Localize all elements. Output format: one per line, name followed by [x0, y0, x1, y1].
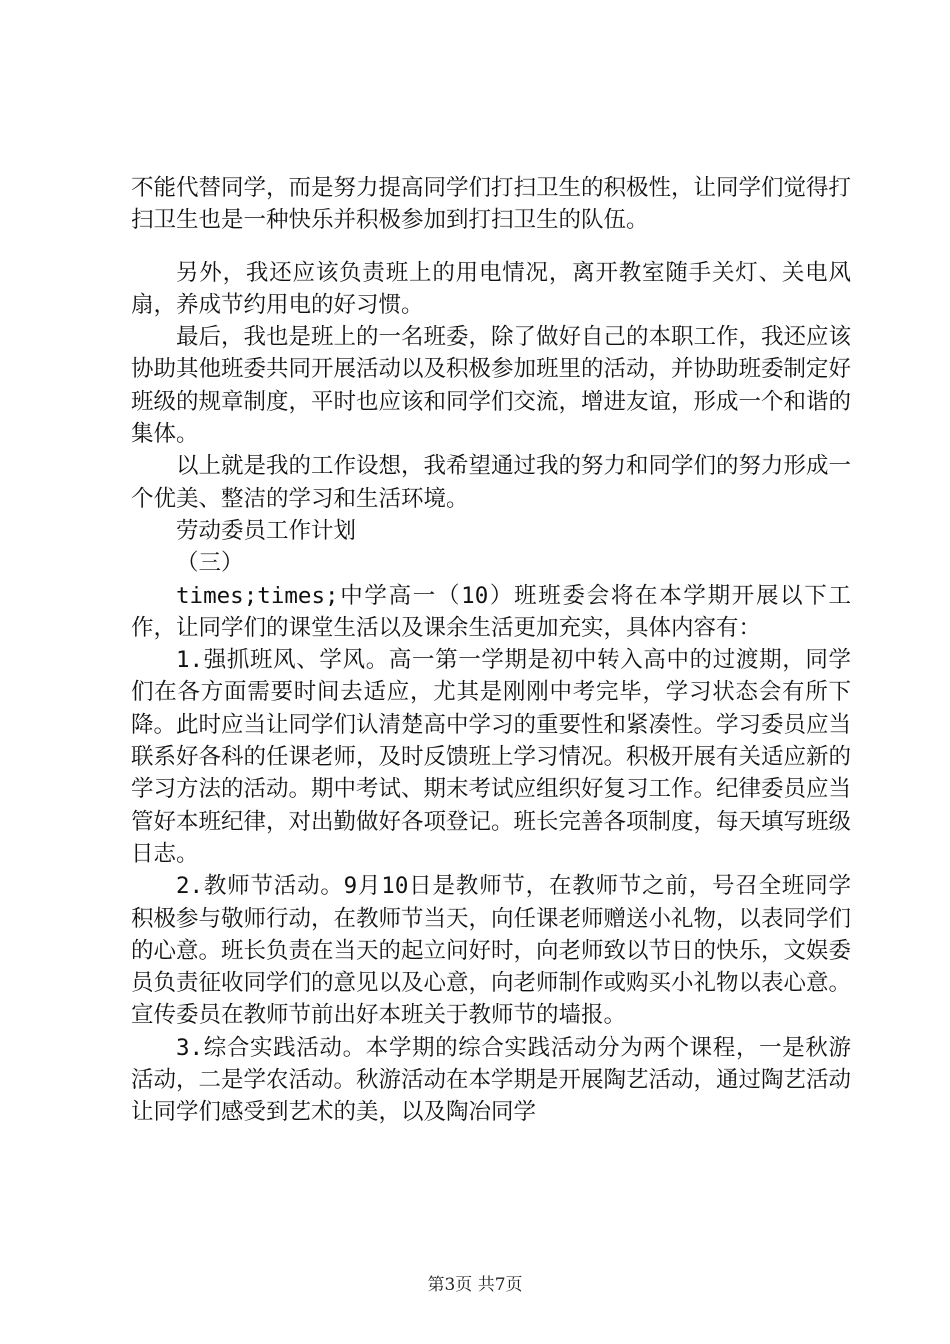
section-number: （三） [176, 550, 244, 577]
paragraph-continued: 不能代替同学，而是努力提高同学们打扫卫生的积极性，让同学们觉得打扫卫生也是一种快乐并积极参加到打扫卫生的队伍。 [131, 175, 852, 234]
list-item-practice-activity: 3.综合实践活动。本学期的综合实践活动分为两个课程，一是秋游活动，二是学农活动。秋游活动在本学期是开展陶艺活动，通过陶艺活动让同学们感受到艺术的美，以及陶冶同学 [131, 1034, 852, 1126]
list-item-teachers-day: 2.教师节活动。9月10日是教师节，在教师节之前，号召全班同学积极参与敬师行动，在教师节当天，向任课老师赠送小礼物，以表同学们的心意。班长负责在当天的起立问好时，向老师致以节日的快乐，文娱委员负责征收同学们的意见以及心意，向老师制作或购买小礼物以表心意。宣传委员在教师节前出好本班关于教师节的墙报。 [131, 873, 852, 1029]
document-body [131, 172, 851, 1129]
paragraph-summary: 以上就是我的工作设想，我希望通过我的努力和同学们的努力形成一个优美、整洁的学习和生活环境。 [131, 453, 852, 512]
paragraph-finally: 最后，我也是班上的一名班委，除了做好自己的本职工作，我还应该协助其他班委共同开展活动以及积极参加班里的活动，并协助班委制定好班级的规章制度，平时也应该和同学们交流，增进友谊，形成一个和谐的集体。 [131, 324, 852, 448]
page-footer: 第3页 共7页 [427, 1275, 523, 1295]
paragraph-electricity: 另外，我还应该负责班上的用电情况，离开教室随手关灯、关电风扇，养成节约用电的好习惯。 [131, 259, 851, 318]
paragraph-intro: times;times;中学高一（10）班班委会将在本学期开展以下工作，让同学们的课堂生活以及课余生活更加充实，具体内容有： [131, 582, 851, 641]
section-title: 劳动委员工作计划 [176, 517, 357, 544]
list-item-class-style: 1.强抓班风、学风。高一第一学期是初中转入高中的过渡期，同学们在各方面需要时间去适应，尤其是刚刚中考完毕，学习状态会有所下降。此时应当让同学们认清楚高中学习的重要性和紧凑性。学习委员应当联系好各科的任课老师，及时反馈班上学习情况。积极开展有关适应新的学习方法的活动。期中考试、期末考试应组织好复习工作。纪律委员应当管好本班纪律，对出勤做好各项登记。班长完善各项制度，每天填写班级日志。 [131, 647, 852, 867]
